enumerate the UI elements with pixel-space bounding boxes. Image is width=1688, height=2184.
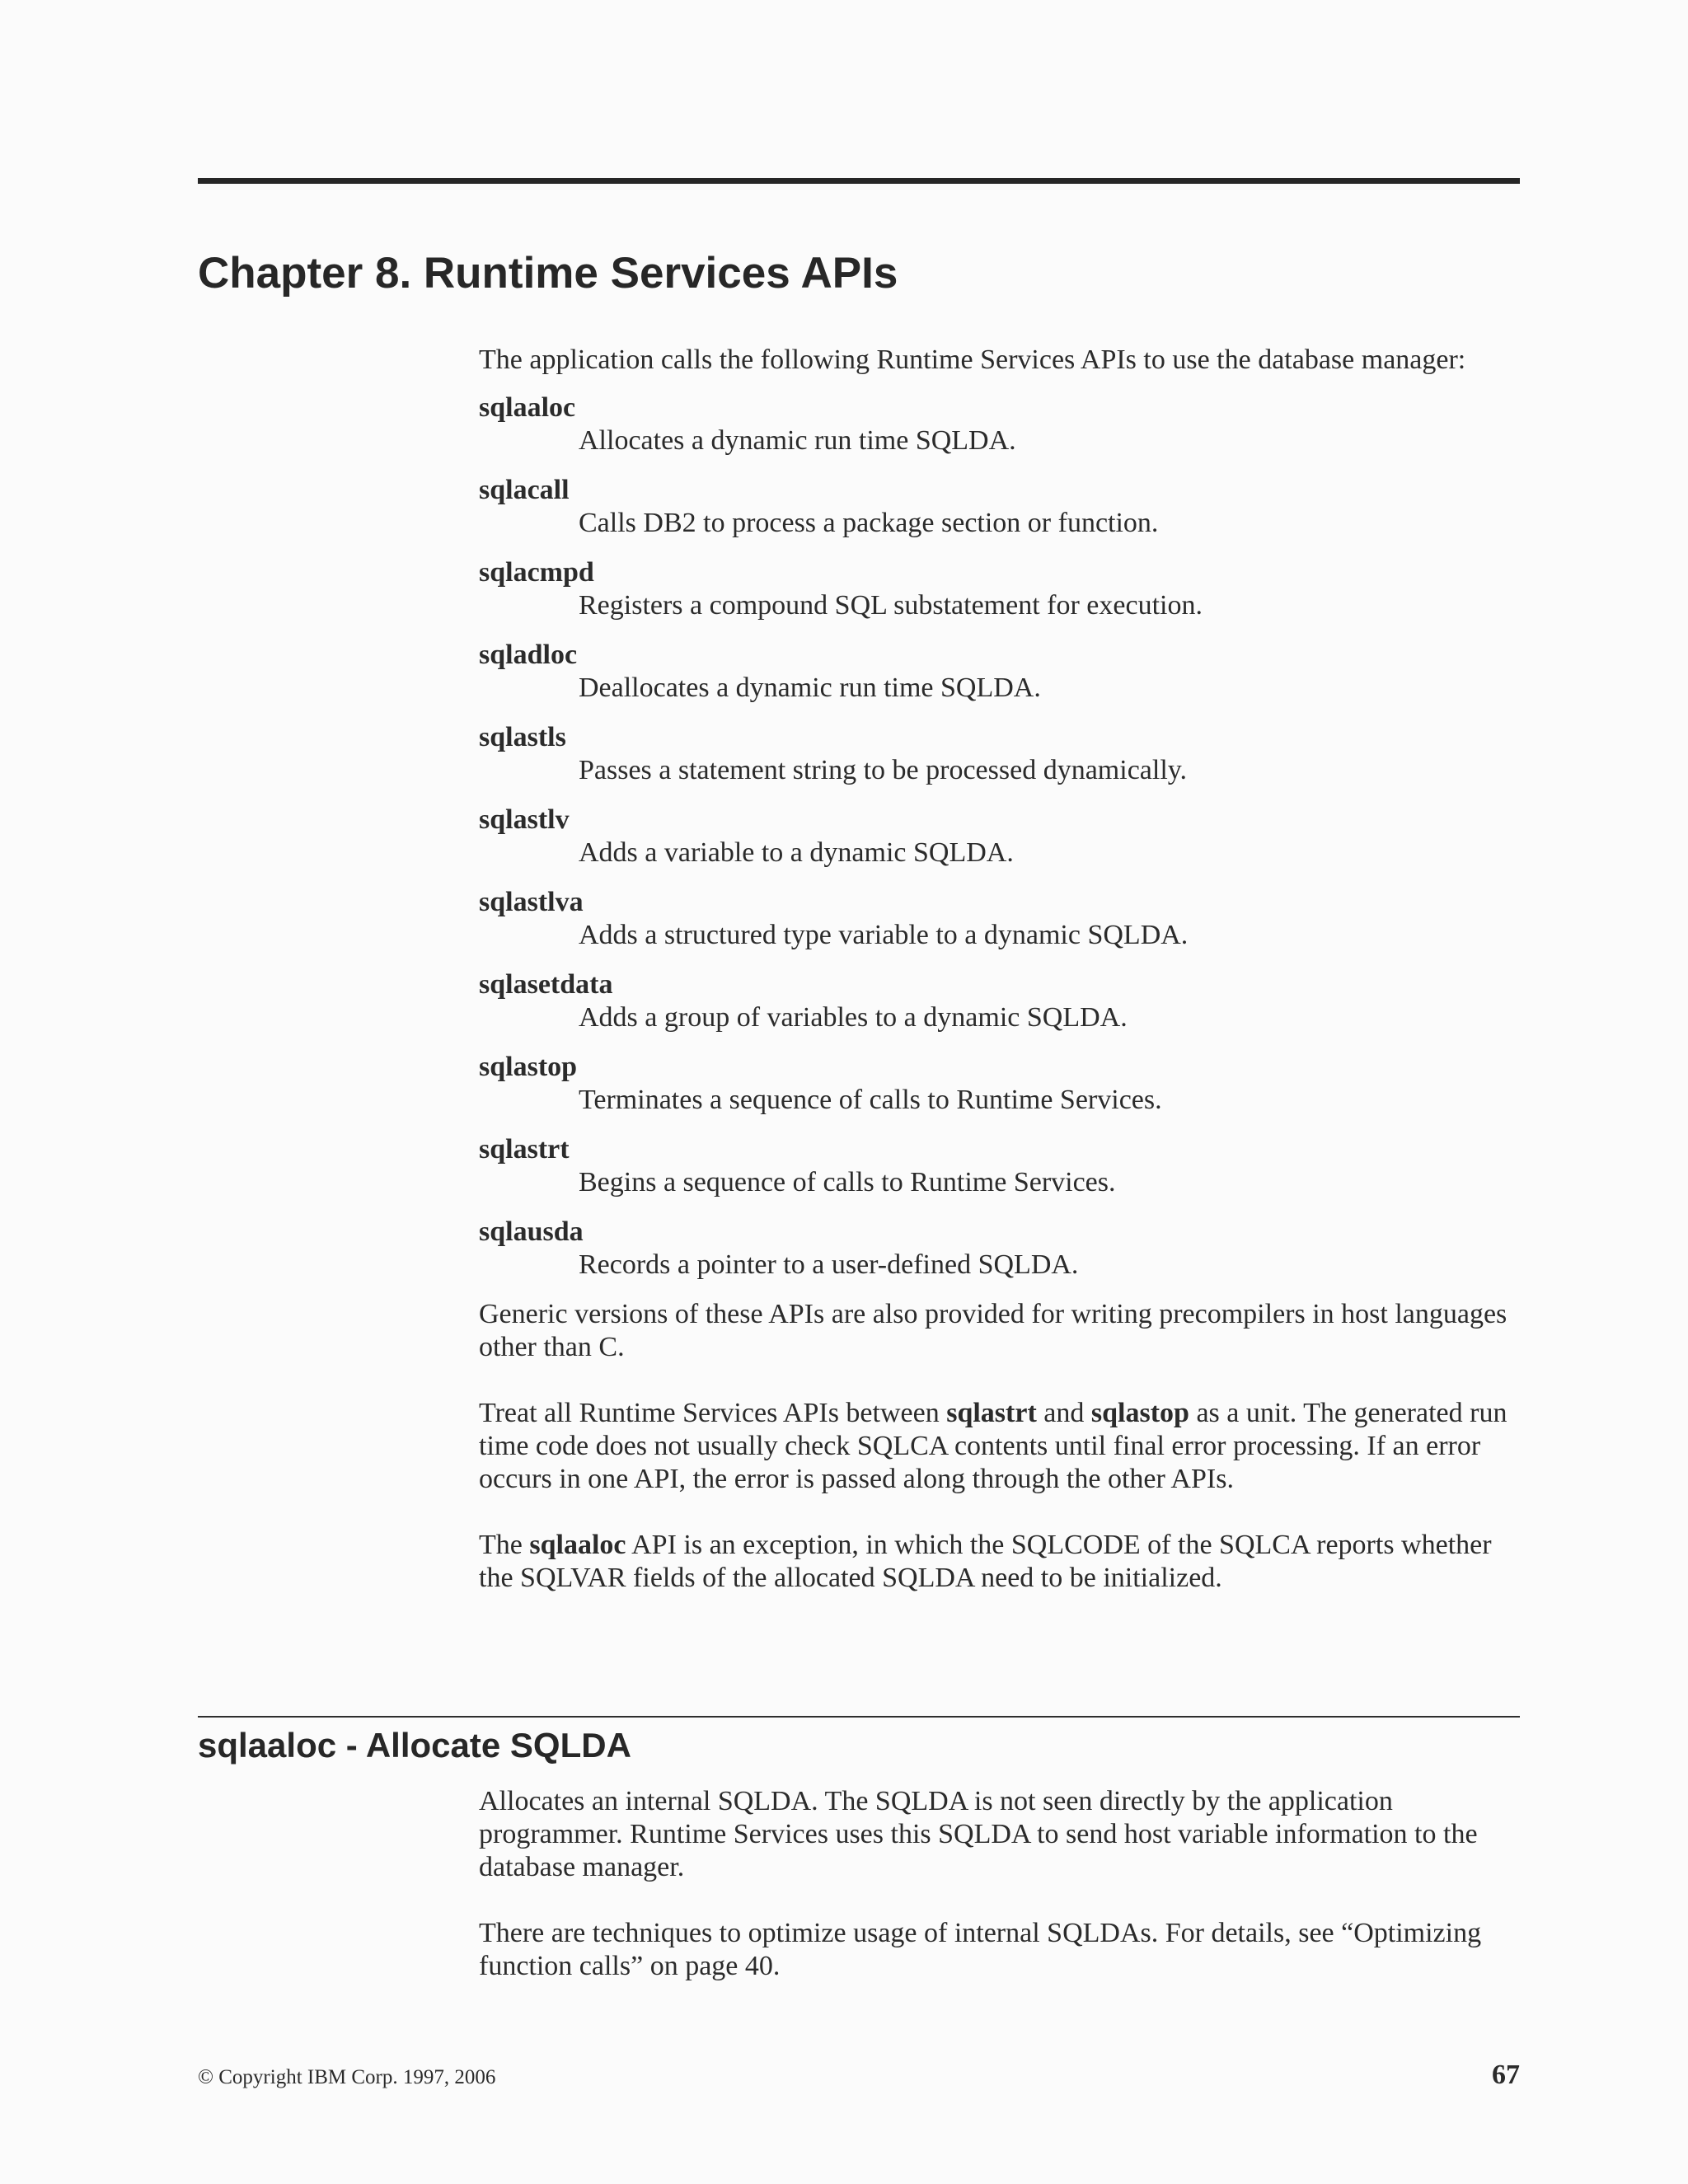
unit-text-before: Treat all Runtime Services APIs between — [479, 1398, 947, 1428]
api-description: Allocates a dynamic run time SQLDA. — [579, 425, 1016, 456]
api-term: sqlastlv — [479, 804, 570, 835]
section-paragraph-2: There are techniques to optimize usage of internal SQLDAs. For details, see “Optimizing function calls” on page 40. — [479, 1918, 1482, 1981]
api-term: sqlastlva — [479, 887, 584, 917]
section-paragraph-1: Allocates an internal SQLDA. The SQLDA is not seen directly by the application programmer. Runtime Services uses this SQLDA to send host variable information to the database manager. — [479, 1786, 1478, 1882]
api-term: sqlastop — [479, 1052, 578, 1082]
chapter-title: Chapter 8. Runtime Services APIs — [198, 249, 898, 298]
section-body — [479, 1785, 1526, 1983]
api-term: sqlacmpd — [479, 557, 594, 588]
chapter-top-rule — [198, 178, 1520, 184]
unit-paragraph — [479, 1397, 1526, 1496]
api-description: Deallocates a dynamic run time SQLDA. — [579, 673, 1041, 703]
api-description: Records a pointer to a user-defined SQLDA. — [579, 1249, 1079, 1280]
exception-text-after: API is an exception, in which the SQLCODE of the SQLCA reports whether the SQLVAR fields of the allocated SQLDA need to be initialized. — [479, 1530, 1492, 1593]
unit-text-middle: and — [1036, 1398, 1091, 1428]
api-term: sqlausda — [479, 1216, 584, 1247]
api-term: sqladloc — [479, 640, 578, 670]
api-description: Passes a statement string to be processed dynamically. — [579, 755, 1188, 785]
api-term: sqlacall — [479, 475, 570, 505]
api-term: sqlaaloc — [479, 392, 576, 423]
copyright-notice: © Copyright IBM Corp. 1997, 2006 — [198, 2066, 496, 2088]
page-number: 67 — [1492, 2060, 1520, 2090]
intro-paragraph: The application calls the following Runtime Services APIs to use the database manager: — [479, 344, 1466, 375]
unit-text-after: as a unit. The generated run time code does not usually check SQLCA contents until final error processing. If an error occurs in one API, the error is passed along through the other APIs. — [479, 1398, 1507, 1494]
section-title: sqlaaloc - Allocate SQLDA — [198, 1726, 631, 1765]
term-sqlastrt: sqlastrt — [946, 1398, 1037, 1428]
api-description: Adds a structured type variable to a dynamic SQLDA. — [579, 920, 1189, 950]
term-sqlaaloc: sqlaaloc — [529, 1530, 626, 1560]
generic-apis-paragraph: Generic versions of these APIs are also provided for writing precompilers in host languages other than C. — [479, 1299, 1507, 1362]
api-description: Begins a sequence of calls to Runtime Services. — [579, 1167, 1116, 1197]
api-description: Adds a variable to a dynamic SQLDA. — [579, 837, 1014, 868]
api-description: Registers a compound SQL substatement for execution. — [579, 590, 1203, 621]
exception-paragraph — [479, 1529, 1526, 1595]
api-term: sqlasetdata — [479, 969, 613, 1000]
chapter-body — [479, 344, 1526, 1595]
section-rule — [198, 1716, 1520, 1718]
api-description: Calls DB2 to process a package section or function. — [579, 508, 1159, 538]
api-list — [479, 391, 1526, 1282]
api-description: Terminates a sequence of calls to Runtime Services. — [579, 1085, 1162, 1115]
term-sqlastop: sqlastop — [1090, 1398, 1189, 1428]
api-description: Adds a group of variables to a dynamic SQLDA. — [579, 1002, 1128, 1033]
api-term: sqlastls — [479, 722, 566, 752]
api-term: sqlastrt — [479, 1134, 570, 1165]
exception-text-before: The — [479, 1530, 530, 1560]
